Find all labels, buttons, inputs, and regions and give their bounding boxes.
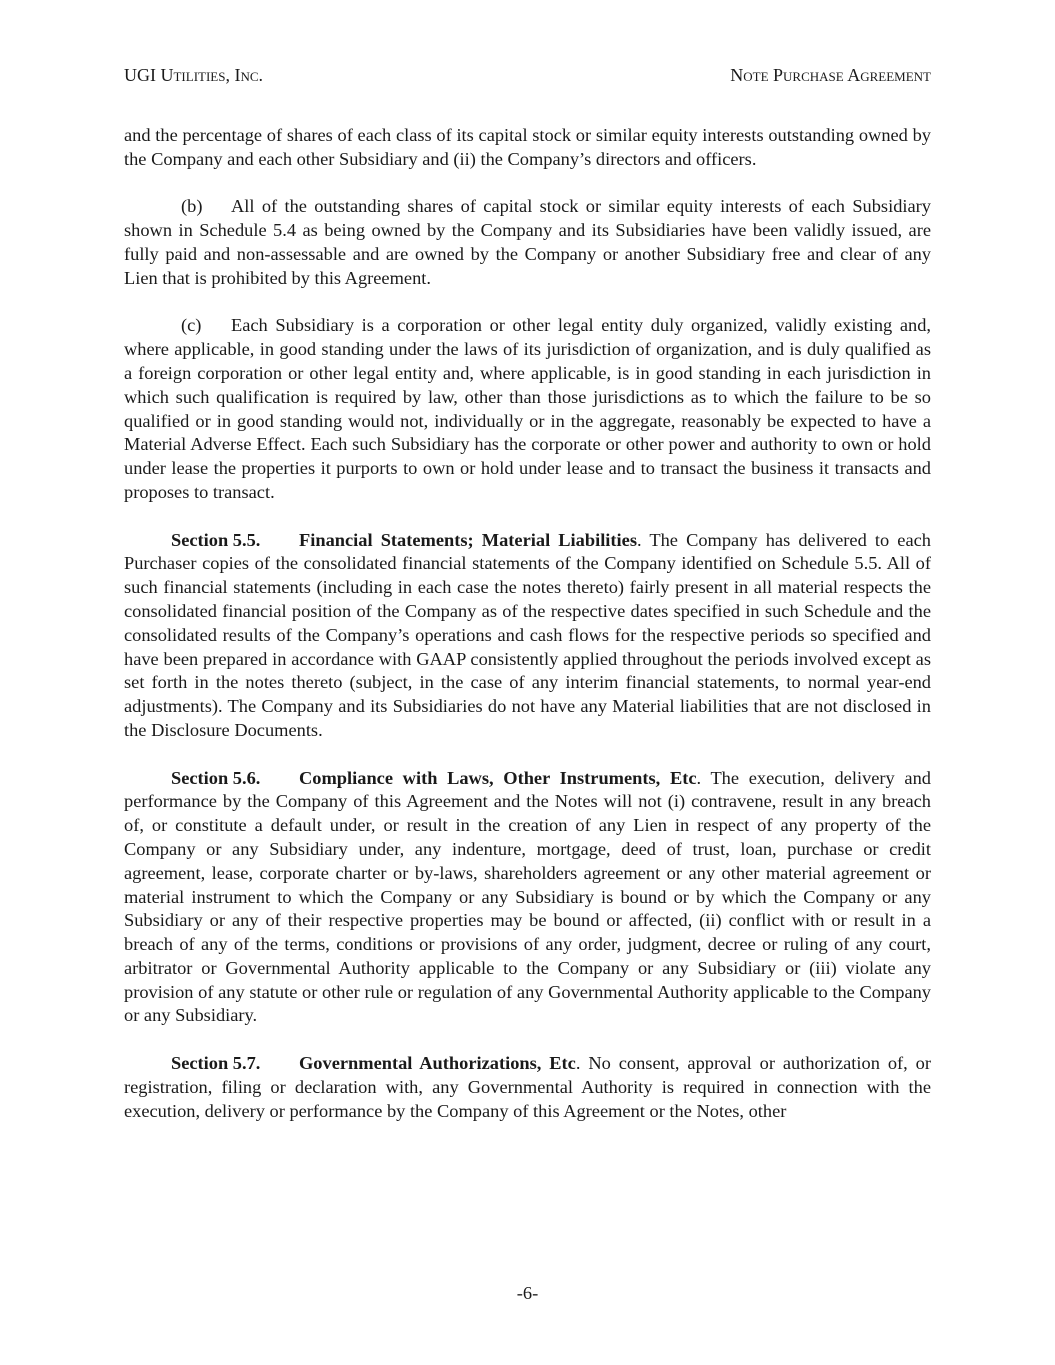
section-5-7: [124, 1052, 931, 1123]
section-text: . The execution, delivery and performance by the Company of this Agreement and the Notes will not (i) contravene, result in any breach of, or constitute a default under, or result in the creation of any Lien in respect of any property of the Company or any Subsidiary under, any indenture, mortgage, deed of trust, loan, purchase or credit agreement, lease, corporate charter or by-laws, shareholders agreement or any other material agreement or material instrument to which the Company or any Subsidiary is bound or by which the Company or any Subsidiary or any of their respective properties may be bound or affected, (ii) conflict with or result in a breach of any of the terms, conditions or provisions of any order, judgment, decree or ruling of any court, arbitrator or Governmental Authority applicable to the Company or any Subsidiary or (iii) violate any provision of any statute or other rule or regulation of any Governmental Authority applicable to the Company or any Subsidiary.: [124, 767, 931, 1026]
section-5-5: [124, 529, 931, 743]
running-header: [124, 63, 931, 87]
section-number: Section 5.6.: [171, 767, 261, 788]
subsection-label: (b): [181, 196, 203, 217]
section-number: Section 5.5.: [171, 529, 261, 550]
section-heading: Financial Statements; Material Liabilities: [299, 529, 637, 550]
section-5-6: [124, 767, 931, 1029]
section-heading: Compliance with Laws, Other Instruments, Etc: [299, 767, 697, 788]
header-document-title: Note Purchase Agreement: [730, 65, 931, 85]
page-number: -6-: [516, 1283, 539, 1303]
continuation-paragraph: and the percentage of shares of each class of its capital stock or similar equity interests outstanding owned by the Company and each other Subsidiary and (ii) the Company’s directors and officers.: [124, 125, 931, 169]
subsection-label: (c): [181, 315, 202, 336]
subsection-b: [124, 195, 931, 290]
document-body: [124, 124, 931, 1147]
subsection-text: All of the outstanding shares of capital stock or similar equity interests of each Subsidiary shown in Schedule 5.4 as being owned by the Company and its Subsidiaries have been validly issued, are fully paid and non-assessable and are owned by the Company or another Subsidiary free and clear of any Lien that is prohibited by this Agreement.: [124, 196, 931, 288]
section-number: Section 5.7.: [171, 1053, 261, 1074]
header-company-name: UGI Utilities, Inc.: [124, 65, 264, 85]
section-text: . No consent, approval or authorization of, or registration, filing or declaration with, any Governmental Authority is required in connection with the execution, delivery or performance by the Company of this Agreement or the Notes, other: [124, 1053, 931, 1121]
subsection-text: Each Subsidiary is a corporation or other legal entity duly organized, validly existing and, where applicable, in good standing under the laws of its jurisdiction of organization, and is duly qualified as a foreign corporation or other legal entity and, where applicable, is in good standing in each jurisdiction in which such qualification is required by law, other than those jurisdictions as to which the failure to be so qualified or in good standing would not, individually or in the aggregate, reasonably be expected to have a Material Adverse Effect. Each such Subsidiary has the corporate or other power and authority to own or hold under lease the properties it purports to own or hold under lease and to transact the business it transacts and proposes to transact.: [124, 315, 931, 502]
section-heading: Governmental Authorizations, Etc: [299, 1053, 576, 1074]
subsection-c: [124, 314, 931, 504]
section-text: . The Company has delivered to each Purchaser copies of the consolidated financial statements of the Company identified on Schedule 5.5. All of such financial statements (including in each case the notes thereto) fairly present in all material respects the consolidated financial position of the Company as of the respective dates specified in such Schedule and the consolidated results of the Company’s operations and cash flows for the respective periods so specified and have been prepared in accordance with GAAP consistently applied throughout the periods involved except as set forth in the notes thereto (subject, in the case of any interim financial statements, to normal year-end adjustments). The Company and its Subsidiaries do not have any Material liabilities that are not disclosed in the Disclosure Documents.: [124, 529, 931, 740]
